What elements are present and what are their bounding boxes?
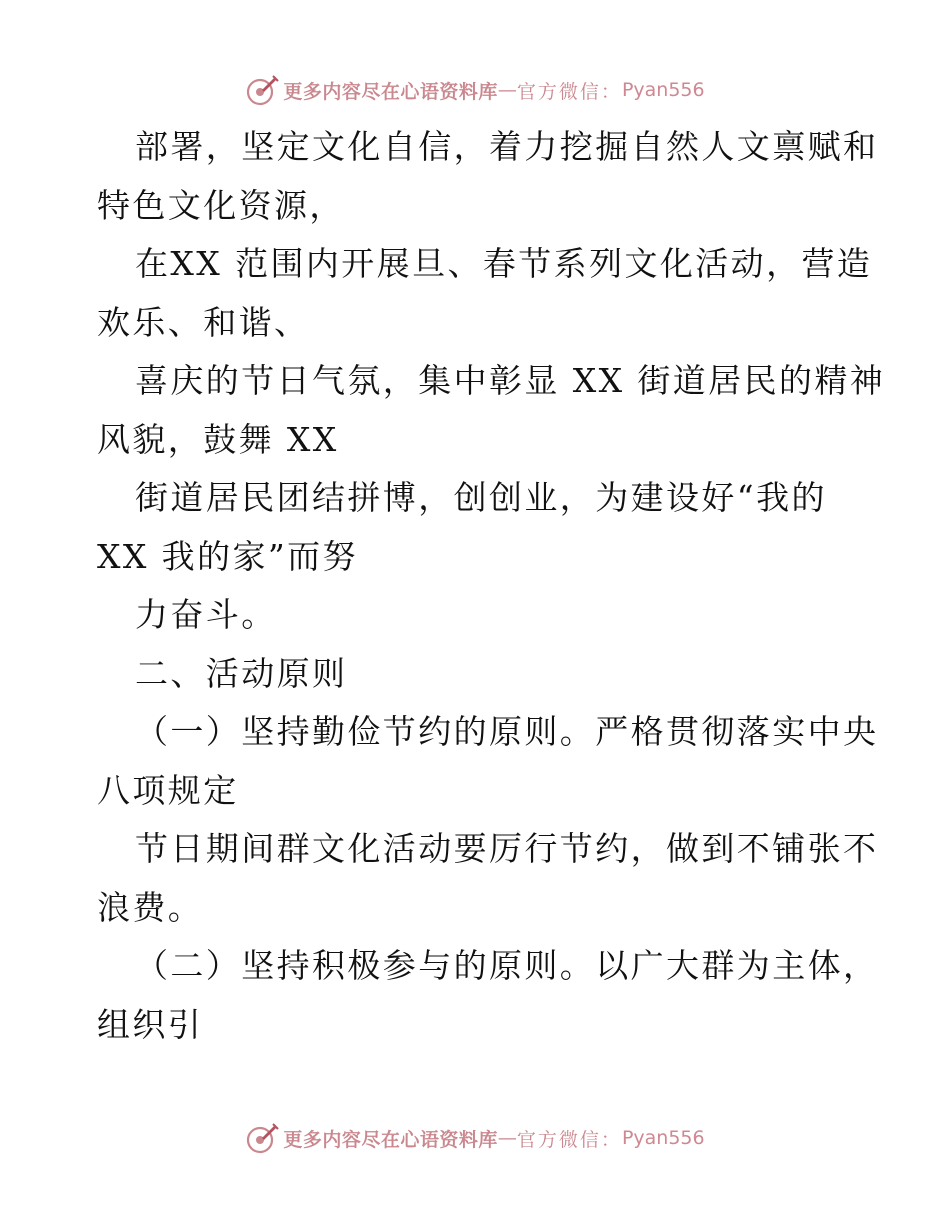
watermark-separator: — <box>497 79 517 101</box>
footer-watermark <box>0 1118 950 1158</box>
body-line: 力奋斗。 <box>135 595 277 634</box>
document-body <box>97 118 886 1054</box>
body-line: （二）坚持积极参与的原则。以广大群为主体， <box>135 946 879 985</box>
body-line: 风貌，鼓舞 XX <box>97 419 339 459</box>
watermark-id: Pyan556 <box>621 1127 705 1149</box>
body-line: 浪费。 <box>97 887 204 927</box>
watermark-label: 官方微信： <box>516 80 622 103</box>
watermark-id: Pyan556 <box>621 79 705 101</box>
body-line: 欢乐、和谐、 <box>97 302 310 342</box>
body-line: 喜庆的节日气氛，集中彰显 XX 街道居民的精神 <box>135 361 886 400</box>
pen-circle-logo-icon <box>245 73 279 107</box>
body-line: 组织引 <box>97 1004 204 1044</box>
pen-circle-logo-icon <box>245 1121 279 1155</box>
body-line: 在XX 范围内开展旦、春节系列文化活动，营造 <box>135 244 873 283</box>
body-line: XX 我的家”而努 <box>97 536 358 576</box>
body-line: 节日期间群文化活动要厉行节约，做到不铺张不 <box>135 829 879 868</box>
body-line: （一）坚持勤俭节约的原则。严格贯彻落实中央 <box>135 712 879 751</box>
watermark-main-text: 更多内容尽在心语资料库 <box>283 1128 498 1151</box>
header-watermark <box>0 70 950 110</box>
body-line: 部署，坚定文化自信，着力挖掘自然人文禀赋和 <box>135 127 879 166</box>
watermark-main-text: 更多内容尽在心语资料库 <box>283 80 498 103</box>
body-line: 特色文化资源， <box>97 185 345 225</box>
watermark-label: 官方微信： <box>516 1128 622 1151</box>
watermark-separator: — <box>497 1127 517 1149</box>
section-heading: 二、活动原则 <box>135 653 348 693</box>
body-line: 街道居民团结拼博，创创业，为建设好“我的 <box>135 478 827 517</box>
body-line: 八项规定 <box>97 770 239 810</box>
